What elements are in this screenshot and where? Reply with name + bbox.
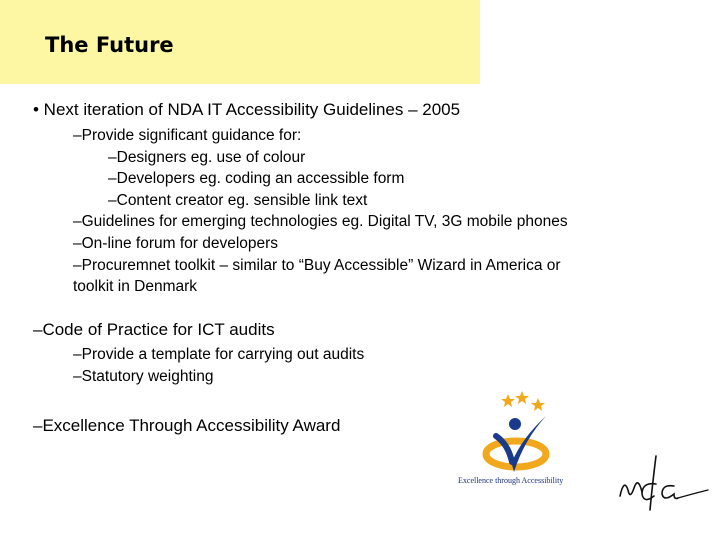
star-icon xyxy=(515,391,529,404)
nda-logo-mark xyxy=(612,448,712,520)
bullet-code-of-practice: –Code of Practice for ICT audits xyxy=(33,320,275,339)
sub-sub-bullet-designers: –Designers eg. use of colour xyxy=(108,149,306,166)
bullet-award: –Excellence Through Accessibility Award xyxy=(33,416,341,435)
sub-bullet-guidance: –Provide significant guidance for: xyxy=(73,127,302,144)
sub-sub-bullet-content-creator: –Content creator eg. sensible link text xyxy=(108,192,368,209)
sub-bullet-template: –Provide a template for carrying out audits xyxy=(73,346,365,363)
sub-bullet-emerging-tech: –Guidelines for emerging technologies eg. Digital TV, 3G mobile phones xyxy=(73,213,568,230)
bullet-guidelines: • Next iteration of NDA IT Accessibility Guidelines – 2005 xyxy=(33,100,461,119)
sub-bullet-procurement-cont: toolkit in Denmark xyxy=(73,278,198,295)
excellence-award-logo xyxy=(452,388,584,488)
sub-sub-bullet-developers: –Developers eg. coding an accessible form xyxy=(108,170,405,187)
sub-bullet-weighting: –Statutory weighting xyxy=(73,368,214,385)
star-icon xyxy=(501,394,515,407)
slide-title: The Future xyxy=(45,33,174,57)
sub-bullet-forum: –On-line forum for developers xyxy=(73,235,279,252)
logo-caption: Excellence through Accessibility xyxy=(458,476,564,485)
star-icon xyxy=(531,398,545,411)
sub-bullet-procurement: –Procuremnet toolkit – similar to “Buy Accessible” Wizard in America or xyxy=(73,257,561,274)
